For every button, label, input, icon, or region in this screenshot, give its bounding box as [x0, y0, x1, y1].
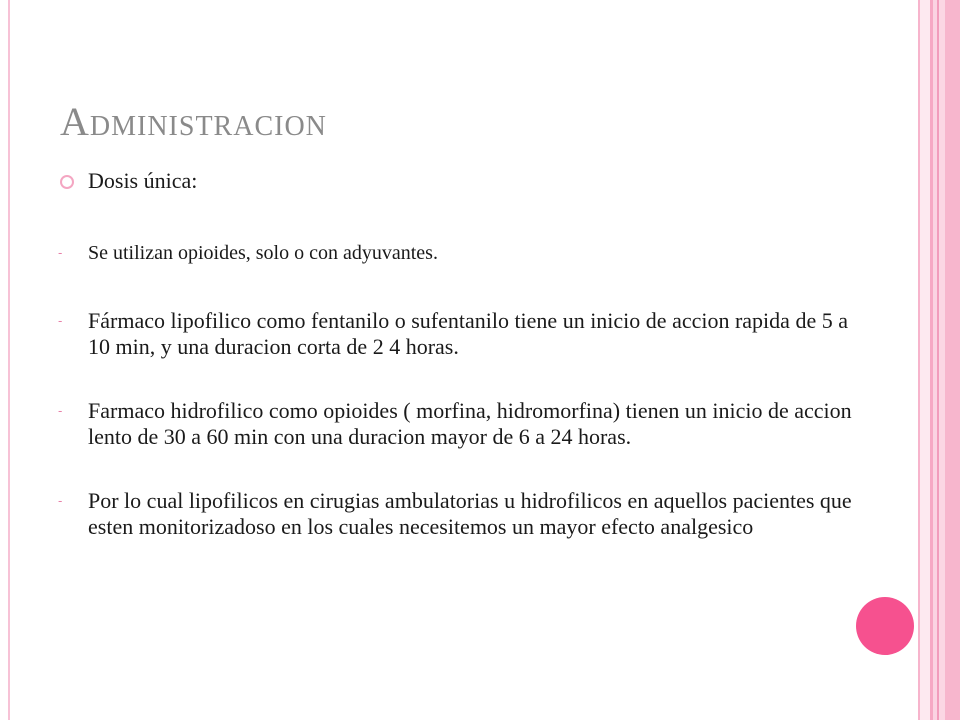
list-item-text: Se utilizan opioides, solo o con adyuvantes.	[88, 242, 438, 264]
left-border-line	[8, 0, 10, 720]
list-item-text: Fármaco lipofilico como fentanilo o sufentanilo tiene un inicio de accion rapida de 5 a 10 min, y una duracion corta de 2 4 horas.	[88, 308, 848, 359]
slide-title: Administracion	[60, 99, 327, 144]
stripe	[920, 0, 930, 720]
slide-content	[56, 168, 856, 540]
right-decorative-stripes	[918, 0, 960, 720]
dash-bullet-icon: -	[58, 493, 63, 508]
list-item	[56, 168, 856, 194]
list-item-text: Farmaco hidrofilico como opioides ( morfina, hidromorfina) tienen un inicio de accion lento de 30 a 60 min con una duracion mayor de 6 a 24 horas.	[88, 398, 852, 449]
list-item	[56, 488, 856, 540]
list-item	[56, 398, 856, 450]
dash-bullet-icon: -	[58, 403, 63, 418]
list-item-text: Dosis única:	[88, 168, 198, 193]
list-item-text: Por lo cual lipofilicos en cirugias ambulatorias u hidrofilicos en aquellos pacientes que esten monitorizadoso en los cuales necesitemos un mayor efecto analgesico	[88, 488, 852, 539]
list-item	[56, 240, 856, 266]
decorative-circle	[856, 597, 914, 655]
dash-bullet-icon: -	[58, 245, 63, 260]
dash-bullet-icon: -	[58, 313, 63, 328]
stripe	[945, 0, 960, 720]
circle-bullet-icon	[60, 175, 74, 189]
list-item	[56, 308, 856, 360]
